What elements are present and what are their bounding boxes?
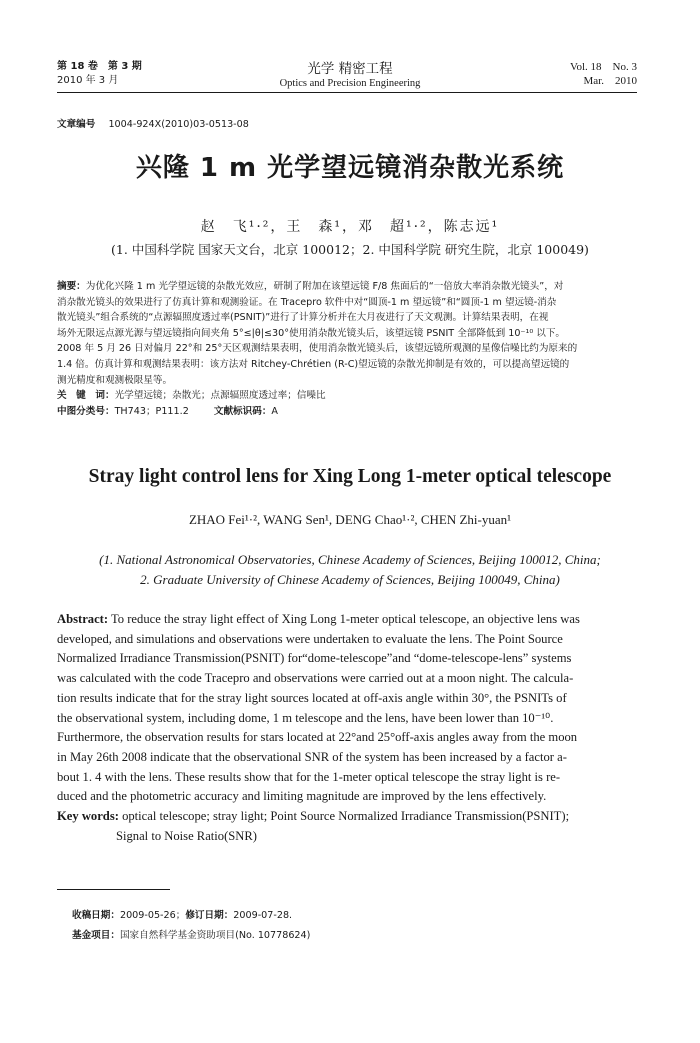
abstract-cn-line: 摘要：为优化兴隆 1 m 光学望远镜的杂散光效应，研制了附加在该望远镜 F/8 焦面后的“一倍放大率消杂散光镜头”，对 [57, 281, 564, 292]
journal-name-en: Optics and Precision Engineering [279, 78, 421, 89]
clc-value: TH743；P111.2 [114, 405, 189, 417]
fund-value: 国家自然科学基金资助项目(No. 10778624) [119, 930, 311, 941]
abstract-cn-line: 散光镜头”组合系统的“点源辐照度透过率(PSNIT)”进行了计算分析并在大月夜进行了天文观测。计算结果表明，在视 [57, 312, 549, 324]
affiliation-cn: (1. 中国科学院 国家天文台，北京 100012；2. 中国科学院 研究生院，北京 100049) [111, 242, 589, 257]
article-id-value: 1004-924X(2010)03-0513-08 [108, 119, 249, 130]
abstract-en-line: Furthermore, the observation results for stars located at 22°and 25°off-axis angles away from the moon [57, 730, 578, 745]
received-date: 2009-05-26； [119, 910, 186, 921]
abstract-en-label: Abstract: [57, 612, 109, 626]
footnote-rule [57, 889, 170, 890]
authors-en: ZHAO Fei¹·², WANG Sen¹, DENG Chao¹·², CHEN Zhi-yuan¹ [188, 512, 512, 527]
doc-code-value: A [271, 405, 278, 417]
keywords-cn-label: 关 键 词： [57, 390, 115, 402]
fund-label: 基金项目： [72, 930, 120, 941]
keywords-en-label: Key words: [57, 809, 119, 823]
doc-code-label: 文献标识码： [213, 405, 272, 417]
abstract-en [57, 610, 637, 807]
article-id [57, 117, 249, 132]
clc-label: 中图分类号： [57, 405, 115, 417]
abstract-en-line: bout 1. 4 with the lens. These results show that for the 1-meter optical telescope the stray light is re- [57, 769, 561, 784]
abstract-cn-line: 消杂散光镜头的效果进行了仿真计算和观测验证。在 Tracepro 软件中对“圆顶-1 m 望远镜”和“圆顶-1 m 望远镜-消杂 [57, 296, 557, 308]
header-rule [57, 92, 637, 93]
keywords-en [57, 807, 637, 846]
keywords-en-line: Signal to Noise Ratio(SNR) [116, 828, 257, 843]
affiliation-en-line: 2. Graduate University of Chinese Academy of Sciences, Beijing 100049, China) [140, 572, 560, 587]
keywords-cn [57, 388, 637, 404]
abstract-cn-line: 场外无限远点源光源与望远镜指向间夹角 5°≤|θ|≤30°使用消杂散光镜头后，该望远镜 PSNIT 全部降低到 10⁻¹⁰ 以下。 [57, 327, 566, 339]
paper-title-cn: 兴隆 1 m 光学望远镜消杂散光系统 [135, 153, 565, 183]
affiliation-en-line: (1. National Astronomical Observatories, Chinese Academy of Sciences, Beijing 100012, China; [99, 552, 601, 567]
journal-name-cn: 光学 精密工程 [307, 61, 393, 77]
abstract-en-line: in May 26th 2008 indicate that the observational SNR of the system has been increased by a factor a- [57, 749, 567, 764]
date-en: Mar. 2010 [583, 75, 637, 87]
footnote-fund [72, 927, 310, 941]
keywords-en-line: optical telescope; stray light; Point Source Normalized Irradiance Transmission(PSNIT); [122, 809, 570, 823]
abstract-en-line: developed, and simulations and observations were undertaken to evaluate the lens. The Point Source [57, 631, 563, 646]
revised-date: 2009-07-28. [233, 910, 293, 921]
abstract-cn-label: 摘要： [57, 281, 86, 292]
footnote-dates [72, 907, 292, 921]
keywords-cn-value: 光学望远镜；杂散光；点源辐照度透过率；信噪比 [114, 390, 326, 402]
abstract-cn-line: 测光精度和观测极限星等。 [57, 374, 173, 386]
volume-issue-cn: 第 18 卷 第 3 期 [57, 61, 142, 72]
abstract-en-line: tion results indicate that for the stray light sources located at off-axis angle within 30°, the PSNITs of [57, 690, 567, 705]
abstract-en-line: Normalized Irradiance Transmission(PSNIT) for“dome-telescope”and “dome-telescope-lens” systems [57, 651, 572, 666]
affiliation-en [0, 550, 700, 590]
article-id-label: 文章编号 [57, 119, 96, 130]
header-right [570, 60, 637, 88]
abstract-en-line: was calculated with the code Tracepro and observations were carried out at a moon night. The calcula- [57, 671, 574, 686]
abstract-en-line: Abstract: To reduce the stray light effect of Xing Long 1-meter optical telescope, an objective lens was [57, 612, 580, 626]
revised-label: 修订日期： [185, 910, 234, 921]
paper-title-en: Stray light control lens for Xing Long 1-meter optical telescope [88, 466, 612, 487]
abstract-en-line: duced and the photometric accuracy and limiting magnitude are improved by the lens effectively. [57, 789, 547, 804]
abstract-en-line: the observational system, including dome, 1 m telescope and the lens, have been lower than 10⁻¹⁰. [57, 710, 554, 725]
volume-issue-en: Vol. 18 No. 3 [569, 61, 637, 73]
date-cn: 2010 年 3 月 [57, 75, 119, 86]
classification [57, 404, 637, 420]
abstract-cn-line: 2008 年 5 月 26 日对偏月 22°和 25°天区观测结果表明，使用消杂散光镜头后，该望远镜所观测的星像信噪比约为原来的 [57, 343, 578, 355]
abstract-cn [57, 279, 637, 419]
abstract-cn-line: 1.4 倍。仿真计算和观测结果表明：该方法对 Ritchey-Chrétien (R-C)望远镜的杂散光抑制是有效的，可以提高望远镜的 [57, 358, 570, 370]
authors-cn: 赵 飞¹·²，王 森¹，邓 超¹·²，陈志远¹ [200, 219, 500, 235]
received-label: 收稿日期： [72, 910, 120, 921]
